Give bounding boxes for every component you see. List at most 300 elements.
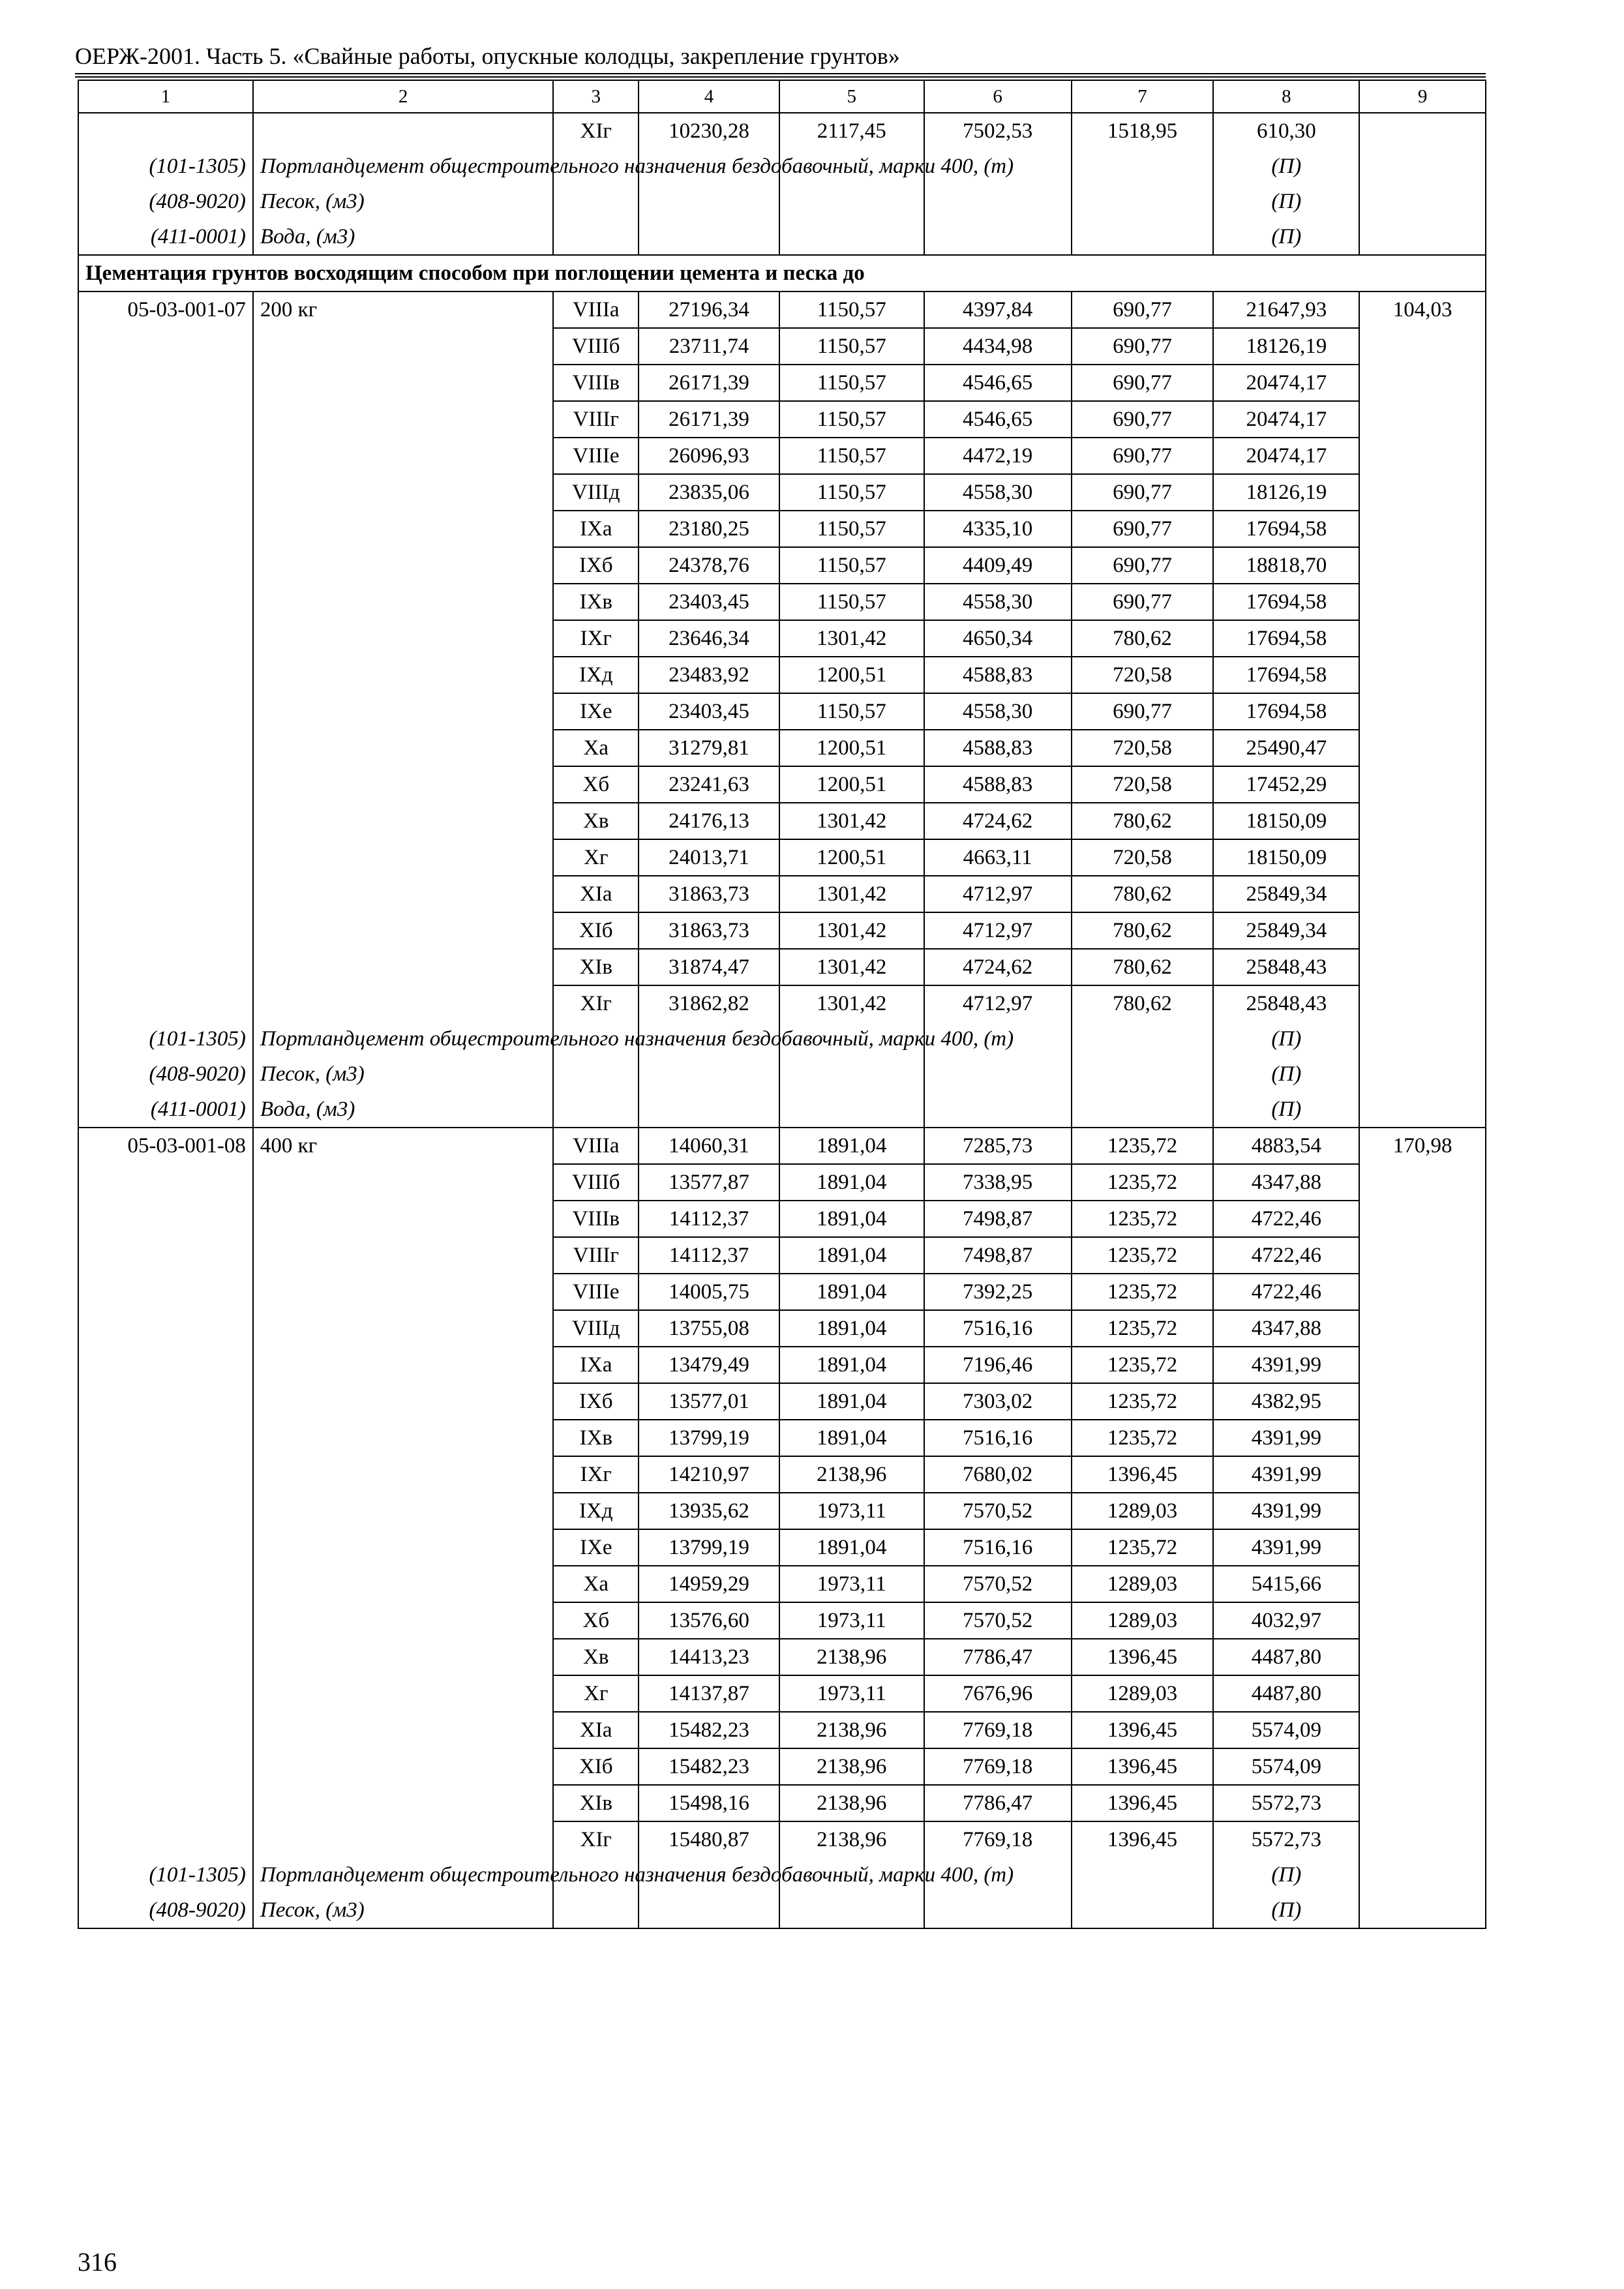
cell-col-1 <box>78 912 253 949</box>
cell-col-1 <box>78 1529 253 1566</box>
cell-col-2 <box>253 730 553 766</box>
cell-col-5: 1973,11 <box>779 1675 924 1712</box>
cell-col-7: 720,58 <box>1072 730 1214 766</box>
cell-col-1: (408-9020) <box>78 1893 253 1928</box>
resource-row <box>78 1092 1486 1128</box>
cell-col-8: 17694,58 <box>1213 511 1359 547</box>
cell-col-5: 1301,42 <box>779 803 924 839</box>
cell-col-4: 23241,63 <box>639 766 779 803</box>
section-heading: Цементация грунтов восходящим способом при поглощении цемента и песка до <box>78 255 1486 292</box>
cell-col-8: 17694,58 <box>1213 620 1359 657</box>
cell-col-6: 4724,62 <box>924 803 1072 839</box>
cell-col-6: 4712,97 <box>924 985 1072 1021</box>
cell-col-4: 31863,73 <box>639 912 779 949</box>
cell-col-3: XIб <box>553 1748 639 1785</box>
cell-col-3: VIIIв <box>553 365 639 401</box>
cell-col-9 <box>1359 657 1486 693</box>
cell-col-3: VIIIа <box>553 292 639 328</box>
cell-col-2 <box>253 1237 553 1274</box>
cell-col-6: 7680,02 <box>924 1456 1072 1493</box>
cell-col-3: XIг <box>553 985 639 1021</box>
cell-col-6 <box>924 184 1072 219</box>
cell-col-9 <box>1359 949 1486 985</box>
cell-col-8: (П) <box>1213 1893 1359 1928</box>
cell-col-2 <box>253 985 553 1021</box>
cell-col-8: 5415,66 <box>1213 1566 1359 1602</box>
cell-col-8: (П) <box>1213 1857 1359 1893</box>
cell-col-8: 4391,99 <box>1213 1420 1359 1456</box>
cell-col-6: 7676,96 <box>924 1675 1072 1712</box>
table-row <box>78 1237 1486 1274</box>
cell-col-5: 2138,96 <box>779 1821 924 1857</box>
cell-col-9 <box>1359 766 1486 803</box>
cell-col-2 <box>253 438 553 474</box>
cell-col-7: 1518,95 <box>1072 113 1214 149</box>
cell-col-1: 05-03-001-07 <box>78 292 253 328</box>
table-row <box>78 1347 1486 1383</box>
cell-col-8: (П) <box>1213 219 1359 255</box>
cell-col-9 <box>1359 693 1486 730</box>
column-number: 8 <box>1213 80 1359 113</box>
cell-col-9: 104,03 <box>1359 292 1486 328</box>
cell-col-4: 15480,87 <box>639 1821 779 1857</box>
cell-col-8: 4883,54 <box>1213 1128 1359 1164</box>
cell-col-8: 20474,17 <box>1213 401 1359 438</box>
cell-col-1 <box>78 1420 253 1456</box>
cell-col-9 <box>1359 328 1486 365</box>
cell-col-4: 13577,87 <box>639 1164 779 1201</box>
cell-col-4: 26171,39 <box>639 365 779 401</box>
cell-col-5: 1150,57 <box>779 292 924 328</box>
table-row <box>78 1201 1486 1237</box>
cell-col-9 <box>1359 1675 1486 1712</box>
cell-col-2: Вода, (м3) <box>253 1092 553 1128</box>
cell-col-9 <box>1359 1347 1486 1383</box>
cell-col-9 <box>1359 1748 1486 1785</box>
cell-col-5: 1301,42 <box>779 985 924 1021</box>
cell-col-4 <box>639 1056 779 1092</box>
table-row <box>78 1566 1486 1602</box>
cell-col-5: 2138,96 <box>779 1748 924 1785</box>
cell-col-4: 23711,74 <box>639 328 779 365</box>
cell-col-2: Вода, (м3) <box>253 219 553 255</box>
cell-col-3: XIв <box>553 1785 639 1821</box>
resource-row <box>78 219 1486 255</box>
cell-col-4: 15482,23 <box>639 1748 779 1785</box>
cell-col-6: 4335,10 <box>924 511 1072 547</box>
cell-col-6: 7570,52 <box>924 1566 1072 1602</box>
cell-col-9 <box>1359 1021 1486 1056</box>
cell-col-8: 4487,80 <box>1213 1639 1359 1675</box>
cell-col-4 <box>639 184 779 219</box>
cell-col-3: IXб <box>553 1383 639 1420</box>
cell-col-1: (408-9020) <box>78 184 253 219</box>
cell-col-6: 4472,19 <box>924 438 1072 474</box>
cell-col-4: 14137,87 <box>639 1675 779 1712</box>
cell-col-9 <box>1359 401 1486 438</box>
cell-col-6: 4409,49 <box>924 547 1072 584</box>
cell-col-5: 1150,57 <box>779 438 924 474</box>
cell-col-7: 690,77 <box>1072 365 1214 401</box>
cell-col-6: 7498,87 <box>924 1201 1072 1237</box>
cell-col-9 <box>1359 149 1486 184</box>
cell-col-5: 1150,57 <box>779 584 924 620</box>
table-row <box>78 584 1486 620</box>
cell-col-5: 1200,51 <box>779 657 924 693</box>
cell-col-2 <box>253 1274 553 1310</box>
column-number: 3 <box>553 80 639 113</box>
cell-col-8: 610,30 <box>1213 113 1359 149</box>
cell-col-5: 1150,57 <box>779 693 924 730</box>
cell-col-2 <box>253 1675 553 1712</box>
table-row <box>78 1785 1486 1821</box>
cell-col-8: 4391,99 <box>1213 1347 1359 1383</box>
cell-col-2 <box>253 511 553 547</box>
cell-col-1 <box>78 1237 253 1274</box>
cell-col-3: Xв <box>553 1639 639 1675</box>
cell-col-9 <box>1359 620 1486 657</box>
cell-col-6: 4546,65 <box>924 365 1072 401</box>
cell-col-2 <box>253 113 553 149</box>
cell-col-4 <box>639 1092 779 1128</box>
cell-col-2 <box>253 1420 553 1456</box>
table-row <box>78 1456 1486 1493</box>
cell-col-9 <box>1359 1493 1486 1529</box>
cell-col-5 <box>779 219 924 255</box>
cell-col-7: 780,62 <box>1072 985 1214 1021</box>
cell-col-4: 31862,82 <box>639 985 779 1021</box>
cell-col-1: (101-1305) <box>78 1857 253 1893</box>
cell-col-9: 170,98 <box>1359 1128 1486 1164</box>
cell-col-1 <box>78 1602 253 1639</box>
cell-col-9 <box>1359 876 1486 912</box>
cell-col-8: (П) <box>1213 184 1359 219</box>
cell-col-5 <box>779 1893 924 1928</box>
cell-col-8: 5574,09 <box>1213 1712 1359 1748</box>
cell-col-6: 7285,73 <box>924 1128 1072 1164</box>
cell-col-7: 720,58 <box>1072 766 1214 803</box>
cell-col-3: IXд <box>553 1493 639 1529</box>
cell-col-3: IXа <box>553 511 639 547</box>
cell-col-9 <box>1359 1237 1486 1274</box>
cell-col-5: 1150,57 <box>779 365 924 401</box>
cell-col-4: 14413,23 <box>639 1639 779 1675</box>
section-heading-row <box>78 255 1486 292</box>
cell-col-1: (101-1305) <box>78 1021 253 1056</box>
header-rule <box>75 73 1486 74</box>
cell-col-7: 690,77 <box>1072 693 1214 730</box>
cell-col-6 <box>924 1056 1072 1092</box>
cell-col-6: 7338,95 <box>924 1164 1072 1201</box>
cell-col-4: 14112,37 <box>639 1237 779 1274</box>
cell-col-7: 1396,45 <box>1072 1712 1214 1748</box>
norms-table <box>78 80 1486 1929</box>
cell-col-2: Песок, (м3) <box>253 1893 553 1928</box>
cell-col-9 <box>1359 584 1486 620</box>
cell-col-3: XIа <box>553 876 639 912</box>
cell-col-8: 25848,43 <box>1213 985 1359 1021</box>
cell-col-1 <box>78 657 253 693</box>
cell-col-4: 13799,19 <box>639 1529 779 1566</box>
column-number: 1 <box>78 80 253 113</box>
cell-col-8: 5572,73 <box>1213 1821 1359 1857</box>
cell-col-2 <box>253 584 553 620</box>
cell-col-2 <box>253 1383 553 1420</box>
cell-col-7 <box>1072 1857 1214 1893</box>
cell-col-2 <box>253 766 553 803</box>
cell-col-7: 720,58 <box>1072 657 1214 693</box>
cell-col-7: 1289,03 <box>1072 1602 1214 1639</box>
cell-col-6: 7303,02 <box>924 1383 1072 1420</box>
cell-col-6: 4434,98 <box>924 328 1072 365</box>
cell-col-5: 1301,42 <box>779 876 924 912</box>
cell-col-8: 21647,93 <box>1213 292 1359 328</box>
cell-col-2: Песок, (м3) <box>253 184 553 219</box>
cell-col-3: IXе <box>553 693 639 730</box>
cell-col-9 <box>1359 1310 1486 1347</box>
cell-col-4: 23646,34 <box>639 620 779 657</box>
resource-row <box>78 1857 1486 1893</box>
cell-col-1 <box>78 1274 253 1310</box>
cell-col-2 <box>253 876 553 912</box>
cell-col-1 <box>78 1456 253 1493</box>
cell-col-3: XIа <box>553 1712 639 1748</box>
cell-col-6: 4712,97 <box>924 912 1072 949</box>
cell-col-7: 1289,03 <box>1072 1675 1214 1712</box>
page-header: ОЕРЖ-2001. Часть 5. «Свайные работы, опускные колодцы, закрепление грунтов» <box>75 43 900 69</box>
cell-col-4: 13576,60 <box>639 1602 779 1639</box>
cell-col-2 <box>253 328 553 365</box>
cell-col-8: 4032,97 <box>1213 1602 1359 1639</box>
cell-col-7: 690,77 <box>1072 511 1214 547</box>
table-row <box>78 1712 1486 1748</box>
table-row <box>78 511 1486 547</box>
cell-col-2 <box>253 1748 553 1785</box>
cell-col-8: 17694,58 <box>1213 584 1359 620</box>
table-row <box>78 1639 1486 1675</box>
cell-col-6: 7196,46 <box>924 1347 1072 1383</box>
cell-col-8: 5574,09 <box>1213 1748 1359 1785</box>
cell-col-7: 1235,72 <box>1072 1383 1214 1420</box>
cell-col-9 <box>1359 1420 1486 1456</box>
cell-col-2 <box>253 1456 553 1493</box>
cell-col-2 <box>253 1529 553 1566</box>
cell-col-9 <box>1359 985 1486 1021</box>
cell-col-4: 23403,45 <box>639 584 779 620</box>
cell-col-9 <box>1359 511 1486 547</box>
cell-col-8: (П) <box>1213 1092 1359 1128</box>
column-number: 7 <box>1072 80 1214 113</box>
table-row <box>78 1383 1486 1420</box>
cell-col-7: 1396,45 <box>1072 1639 1214 1675</box>
cell-col-8: 4487,80 <box>1213 1675 1359 1712</box>
cell-col-3: Xа <box>553 730 639 766</box>
cell-col-9 <box>1359 1639 1486 1675</box>
cell-col-6: 4724,62 <box>924 949 1072 985</box>
cell-col-5 <box>779 184 924 219</box>
cell-col-8: 4391,99 <box>1213 1493 1359 1529</box>
cell-col-3: IXа <box>553 1347 639 1383</box>
cell-col-8: (П) <box>1213 1056 1359 1092</box>
cell-col-1 <box>78 1712 253 1748</box>
cell-col-3 <box>553 219 639 255</box>
cell-col-1 <box>78 1639 253 1675</box>
cell-col-7: 780,62 <box>1072 803 1214 839</box>
cell-col-4: 23835,06 <box>639 474 779 511</box>
cell-col-7: 1235,72 <box>1072 1529 1214 1566</box>
cell-col-2: Портландцемент общестроительного назначения бездобавочный, марки 400, (т) <box>253 149 553 184</box>
table-row <box>78 1493 1486 1529</box>
cell-col-9 <box>1359 839 1486 876</box>
column-number-row <box>78 80 1486 113</box>
cell-col-9 <box>1359 547 1486 584</box>
cell-col-3: IXг <box>553 1456 639 1493</box>
cell-col-1 <box>78 949 253 985</box>
cell-col-2 <box>253 1712 553 1748</box>
cell-col-9 <box>1359 474 1486 511</box>
cell-col-5: 1301,42 <box>779 949 924 985</box>
cell-col-3: VIIIд <box>553 1310 639 1347</box>
cell-col-1 <box>78 1347 253 1383</box>
cell-col-2 <box>253 1493 553 1529</box>
table-row <box>78 1675 1486 1712</box>
cell-col-6: 4588,83 <box>924 766 1072 803</box>
table-row <box>78 1529 1486 1566</box>
cell-col-3: XIг <box>553 1821 639 1857</box>
cell-col-4: 31874,47 <box>639 949 779 985</box>
cell-col-7: 690,77 <box>1072 292 1214 328</box>
cell-col-5: 1891,04 <box>779 1274 924 1310</box>
cell-col-4: 15482,23 <box>639 1712 779 1748</box>
cell-col-4: 14005,75 <box>639 1274 779 1310</box>
cell-col-5 <box>779 1056 924 1092</box>
cell-col-9 <box>1359 219 1486 255</box>
cell-col-5: 2138,96 <box>779 1639 924 1675</box>
cell-col-8: 25848,43 <box>1213 949 1359 985</box>
cell-col-1 <box>78 113 253 149</box>
cell-col-4 <box>639 219 779 255</box>
cell-col-7: 690,77 <box>1072 584 1214 620</box>
cell-col-5: 1150,57 <box>779 511 924 547</box>
cell-col-7 <box>1072 1021 1214 1056</box>
cell-col-2 <box>253 1310 553 1347</box>
cell-col-3: VIIIб <box>553 328 639 365</box>
cell-col-2: 400 кг <box>253 1128 553 1164</box>
cell-col-3: VIIIг <box>553 401 639 438</box>
table-row <box>78 730 1486 766</box>
cell-col-9 <box>1359 1893 1486 1928</box>
table-row <box>78 1128 1486 1164</box>
cell-col-2: Песок, (м3) <box>253 1056 553 1092</box>
cell-col-5: 1301,42 <box>779 620 924 657</box>
cell-col-6: 7498,87 <box>924 1237 1072 1274</box>
cell-col-8: 17452,29 <box>1213 766 1359 803</box>
column-number: 2 <box>253 80 553 113</box>
cell-col-6: 4546,65 <box>924 401 1072 438</box>
cell-col-7 <box>1072 1056 1214 1092</box>
cell-col-3: VIIIб <box>553 1164 639 1201</box>
cell-col-1 <box>78 1566 253 1602</box>
cell-col-3: IXг <box>553 620 639 657</box>
cell-col-6: 4558,30 <box>924 474 1072 511</box>
cell-col-6: 7570,52 <box>924 1493 1072 1529</box>
cell-col-3: Xв <box>553 803 639 839</box>
cell-col-3: XIг <box>553 113 639 149</box>
cell-col-7: 1396,45 <box>1072 1748 1214 1785</box>
table-row <box>78 912 1486 949</box>
cell-col-8: 18818,70 <box>1213 547 1359 584</box>
cell-col-5: 1891,04 <box>779 1201 924 1237</box>
cell-col-8: 18150,09 <box>1213 803 1359 839</box>
cell-col-3: IXе <box>553 1529 639 1566</box>
table-row <box>78 693 1486 730</box>
cell-col-7: 1396,45 <box>1072 1785 1214 1821</box>
page-number: 316 <box>78 2247 117 2277</box>
cell-col-1 <box>78 438 253 474</box>
cell-col-2 <box>253 1602 553 1639</box>
cell-col-7: 780,62 <box>1072 912 1214 949</box>
cell-col-6: 7769,18 <box>924 1748 1072 1785</box>
cell-col-4 <box>639 1893 779 1928</box>
cell-col-2 <box>253 547 553 584</box>
cell-col-6: 7502,53 <box>924 113 1072 149</box>
cell-col-8: 17694,58 <box>1213 693 1359 730</box>
cell-col-3: XIв <box>553 949 639 985</box>
cell-col-9 <box>1359 1821 1486 1857</box>
cell-col-9 <box>1359 1092 1486 1128</box>
cell-col-2 <box>253 1639 553 1675</box>
cell-col-3 <box>553 1092 639 1128</box>
cell-col-5: 1891,04 <box>779 1383 924 1420</box>
cell-col-2 <box>253 839 553 876</box>
cell-col-5: 1891,04 <box>779 1529 924 1566</box>
cell-col-5: 1891,04 <box>779 1420 924 1456</box>
table-row <box>78 949 1486 985</box>
cell-col-5: 1150,57 <box>779 328 924 365</box>
table-row <box>78 1420 1486 1456</box>
table-row <box>78 1748 1486 1785</box>
cell-col-6: 4712,97 <box>924 876 1072 912</box>
cell-col-1 <box>78 1310 253 1347</box>
cell-col-8: 20474,17 <box>1213 365 1359 401</box>
column-number: 5 <box>779 80 924 113</box>
cell-col-8: 4391,99 <box>1213 1529 1359 1566</box>
cell-col-9 <box>1359 1857 1486 1893</box>
cell-col-5: 1301,42 <box>779 912 924 949</box>
cell-col-5: 1200,51 <box>779 839 924 876</box>
cell-col-9 <box>1359 1456 1486 1493</box>
cell-col-7: 1289,03 <box>1072 1566 1214 1602</box>
cell-col-1 <box>78 584 253 620</box>
column-number: 9 <box>1359 80 1486 113</box>
cell-col-7: 1235,72 <box>1072 1128 1214 1164</box>
cell-col-1 <box>78 693 253 730</box>
table-row <box>78 1274 1486 1310</box>
cell-col-9 <box>1359 184 1486 219</box>
cell-col-8: (П) <box>1213 149 1359 184</box>
cell-col-7 <box>1072 1893 1214 1928</box>
cell-col-9 <box>1359 1602 1486 1639</box>
cell-col-6: 4558,30 <box>924 693 1072 730</box>
cell-col-4: 23483,92 <box>639 657 779 693</box>
cell-col-6: 4397,84 <box>924 292 1072 328</box>
cell-col-2 <box>253 1201 553 1237</box>
cell-col-1 <box>78 401 253 438</box>
cell-col-7: 780,62 <box>1072 876 1214 912</box>
cell-col-4: 13479,49 <box>639 1347 779 1383</box>
cell-col-9 <box>1359 1201 1486 1237</box>
cell-col-9 <box>1359 1383 1486 1420</box>
